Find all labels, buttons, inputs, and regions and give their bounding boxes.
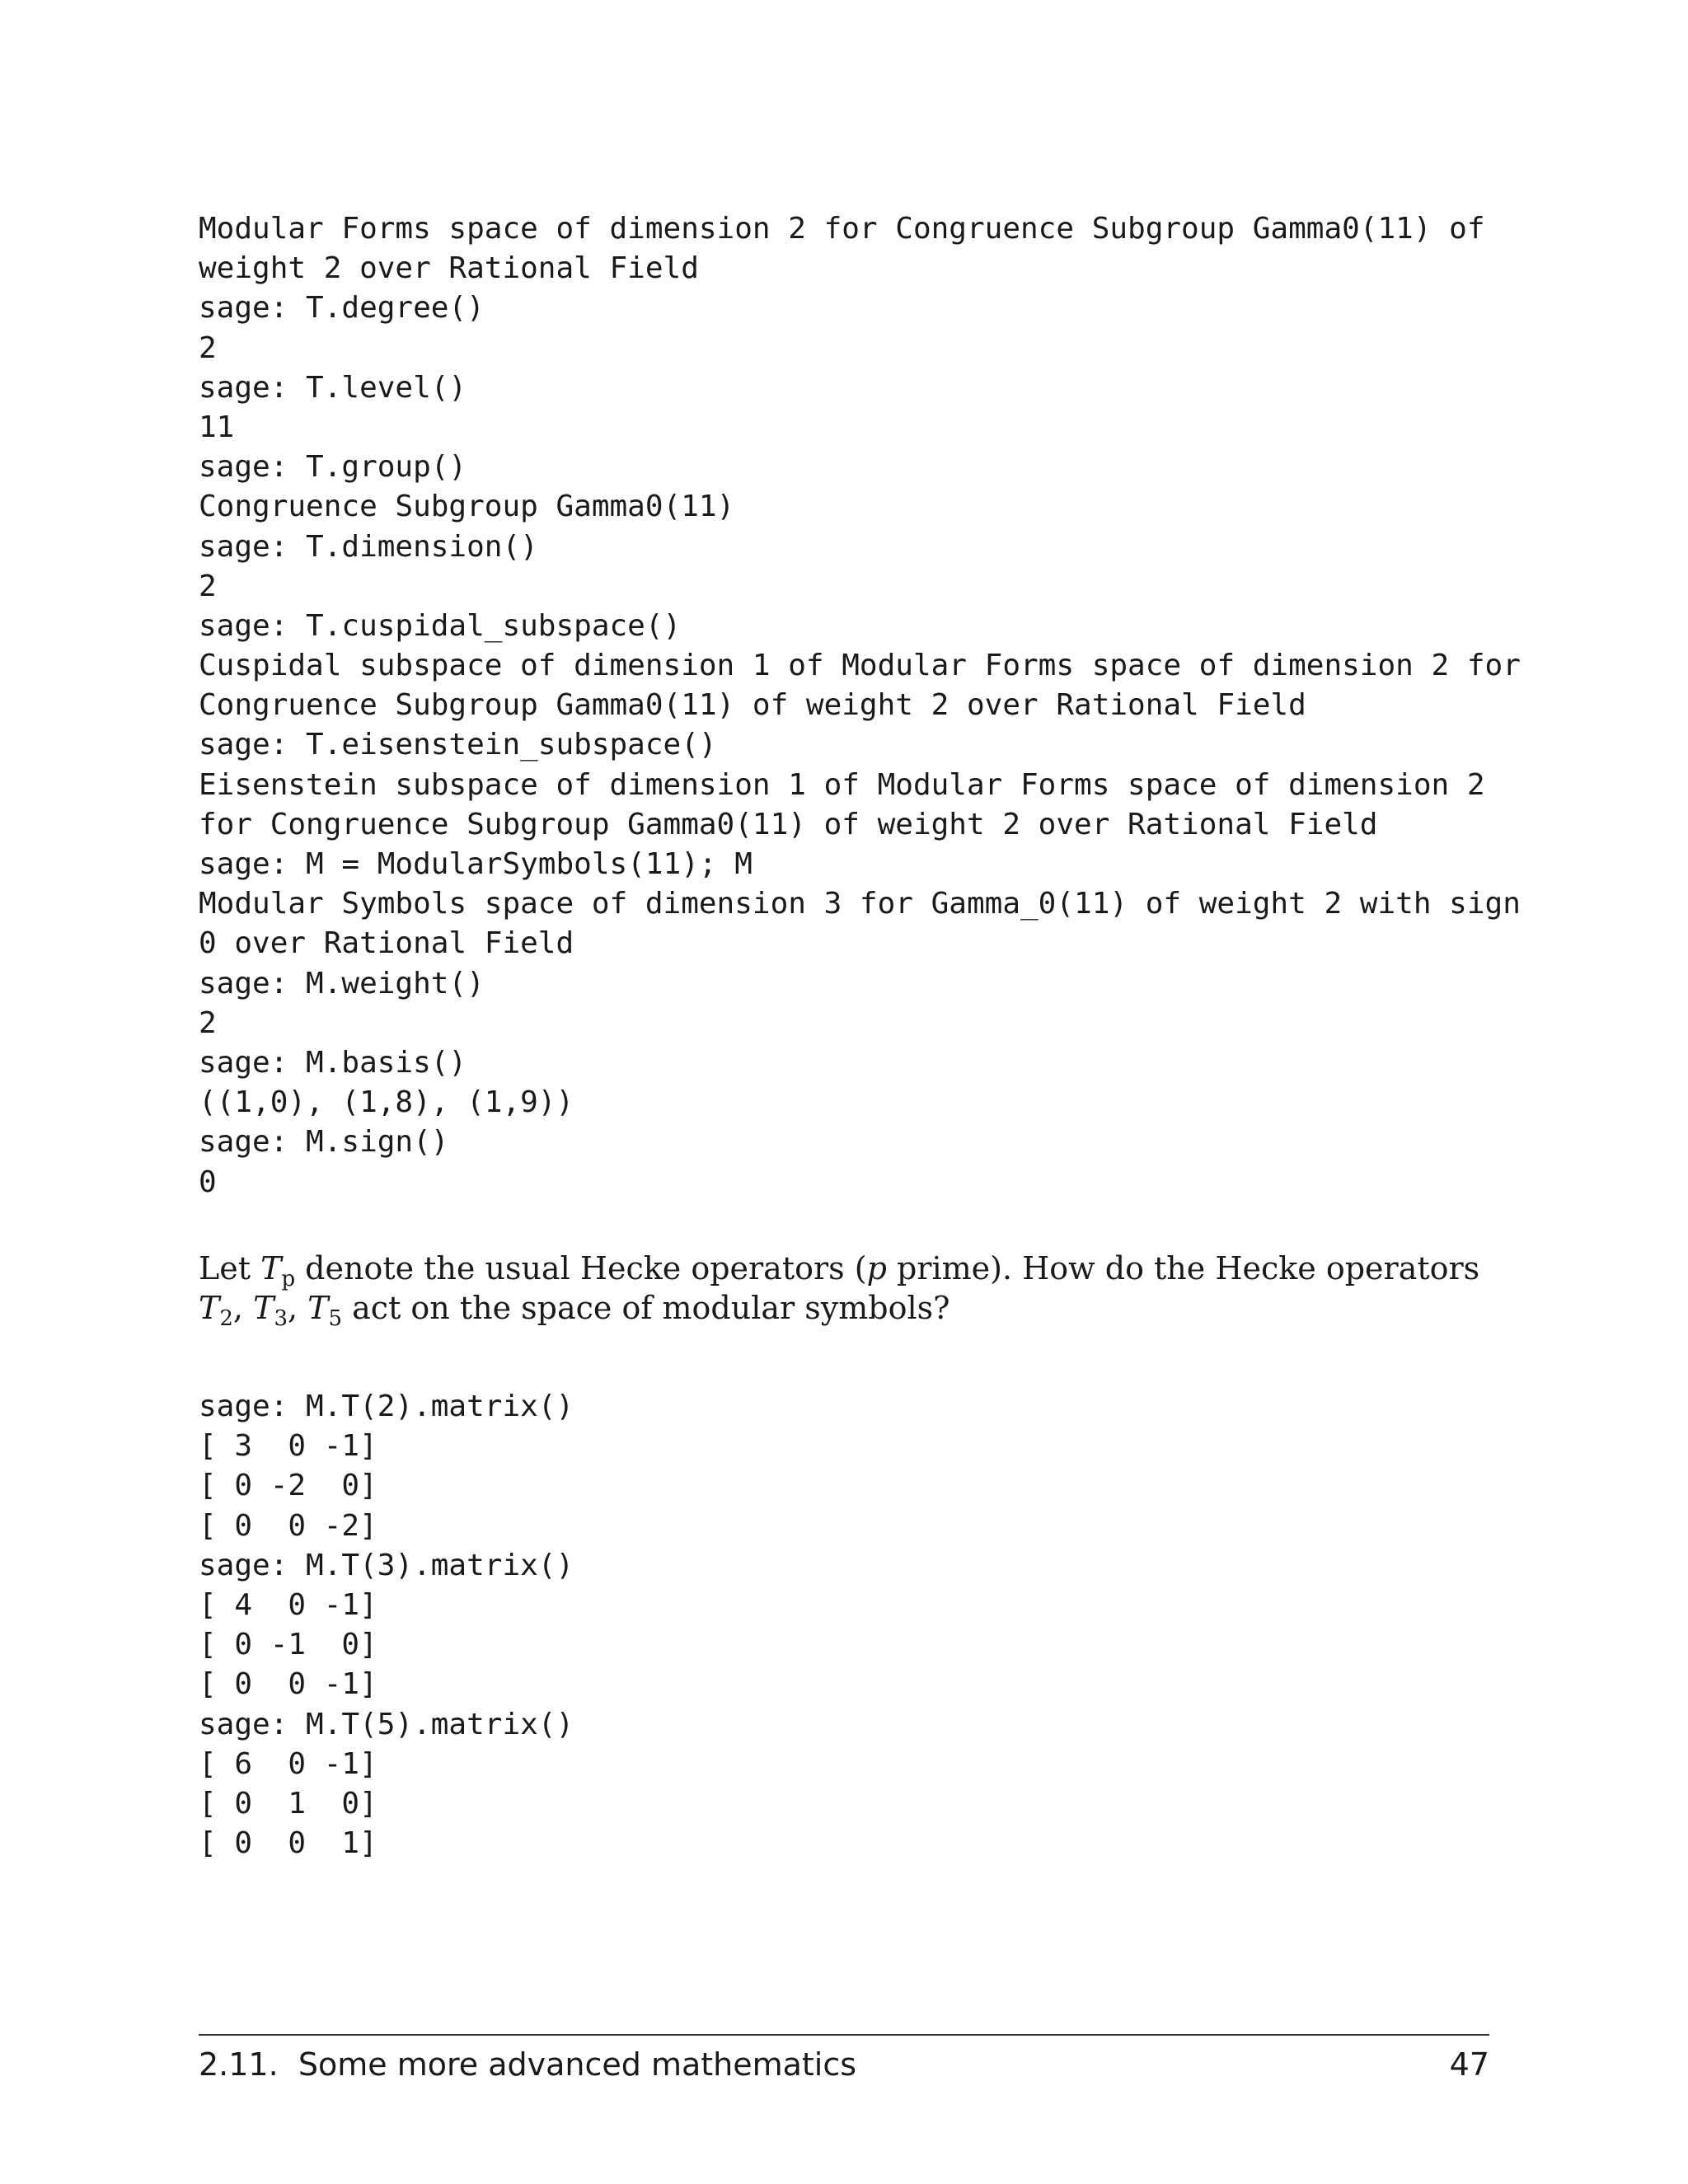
code-line: sage: M.T(2).matrix() xyxy=(199,1390,574,1423)
code-line: [ 0 0 -2] xyxy=(199,1508,377,1543)
code-line: Modular Symbols space of dimension 3 for Gamma_0(11) of weight 2 with sign xyxy=(199,887,1521,921)
code-line: 2 xyxy=(199,330,217,365)
code-line: sage: T.level() xyxy=(199,370,467,405)
math-symbol: T xyxy=(199,1290,220,1326)
code-line: sage: T.degree() xyxy=(199,291,485,326)
prose-text: act on the space of modular symbols? xyxy=(342,1290,950,1326)
code-line: 0 over Rational Field xyxy=(199,926,574,961)
code-line: for Congruence Subgroup Gamma0(11) of weight 2 over Rational Field xyxy=(199,807,1378,841)
code-line: ((1,0), (1,8), (1,9)) xyxy=(199,1085,574,1120)
code-line: [ 0 1 0] xyxy=(199,1786,377,1821)
code-line: 2 xyxy=(199,1005,217,1040)
code-line: Cuspidal subspace of dimension 1 of Modular Forms space of dimension 2 for xyxy=(199,649,1521,683)
math-t2 xyxy=(199,1290,233,1331)
math-subscript: 2 xyxy=(219,1306,233,1331)
code-line: Modular Forms space of dimension 2 for Congruence Subgroup Gamma0(11) of xyxy=(199,212,1485,246)
code-line: Congruence Subgroup Gamma0(11) of weight 2 over Rational Field xyxy=(199,688,1306,723)
math-symbol: T xyxy=(253,1290,274,1326)
code-line: [ 0 0 -1] xyxy=(199,1667,377,1702)
code-line: sage: M = ModularSymbols(11); M xyxy=(199,847,753,881)
math-subscript: 3 xyxy=(274,1306,288,1331)
code-block-hecke-matrices xyxy=(199,1387,574,1863)
math-tp xyxy=(260,1250,296,1291)
footer-section-title: 2.11. Some more advanced mathematics xyxy=(199,2046,857,2083)
code-line: 2 xyxy=(199,569,217,603)
code-line: 0 xyxy=(199,1165,217,1199)
math-t3 xyxy=(253,1290,288,1331)
math-subscript: p xyxy=(281,1267,296,1291)
math-subscript: 5 xyxy=(328,1306,343,1331)
code-line: sage: T.dimension() xyxy=(199,529,538,564)
code-line: sage: M.T(5).matrix() xyxy=(199,1707,574,1741)
code-line: sage: M.T(3).matrix() xyxy=(199,1548,574,1582)
code-line: sage: T.cuspidal_subspace() xyxy=(199,608,682,643)
code-line: sage: T.eisenstein_subspace() xyxy=(199,728,717,762)
math-symbol: T xyxy=(260,1250,282,1286)
prose-text: prime). How do the Hecke operators xyxy=(886,1250,1480,1286)
prose-text: , xyxy=(287,1290,308,1326)
code-line: sage: T.group() xyxy=(199,450,467,485)
code-line: Congruence Subgroup Gamma0(11) xyxy=(199,490,735,524)
footer-divider xyxy=(199,2034,1489,2036)
code-line: weight 2 over Rational Field xyxy=(199,251,699,286)
code-line: [ 0 -2 0] xyxy=(199,1469,377,1503)
prose-text: Let xyxy=(199,1250,261,1286)
page-number: 47 xyxy=(1449,2046,1489,2083)
prose-text: , xyxy=(232,1290,254,1326)
code-line: sage: M.weight() xyxy=(199,966,485,1001)
math-symbol: T xyxy=(307,1290,329,1326)
math-t5 xyxy=(307,1290,343,1331)
math-p: p xyxy=(866,1250,887,1286)
hecke-operators-paragraph xyxy=(199,1249,1501,1331)
code-line: [ 3 0 -1] xyxy=(199,1429,377,1464)
code-line: 11 xyxy=(199,410,235,444)
prose-text: denote the usual Hecke operators ( xyxy=(295,1250,867,1286)
code-line: [ 0 0 1] xyxy=(199,1826,377,1861)
code-block-sage-session xyxy=(199,209,1521,1202)
code-line: [ 6 0 -1] xyxy=(199,1746,377,1781)
code-line: sage: M.basis() xyxy=(199,1045,467,1080)
code-line: [ 0 -1 0] xyxy=(199,1628,377,1662)
code-line: [ 4 0 -1] xyxy=(199,1587,377,1622)
code-line: sage: M.sign() xyxy=(199,1125,449,1160)
code-line: Eisenstein subspace of dimension 1 of Modular Forms space of dimension 2 xyxy=(199,767,1485,802)
